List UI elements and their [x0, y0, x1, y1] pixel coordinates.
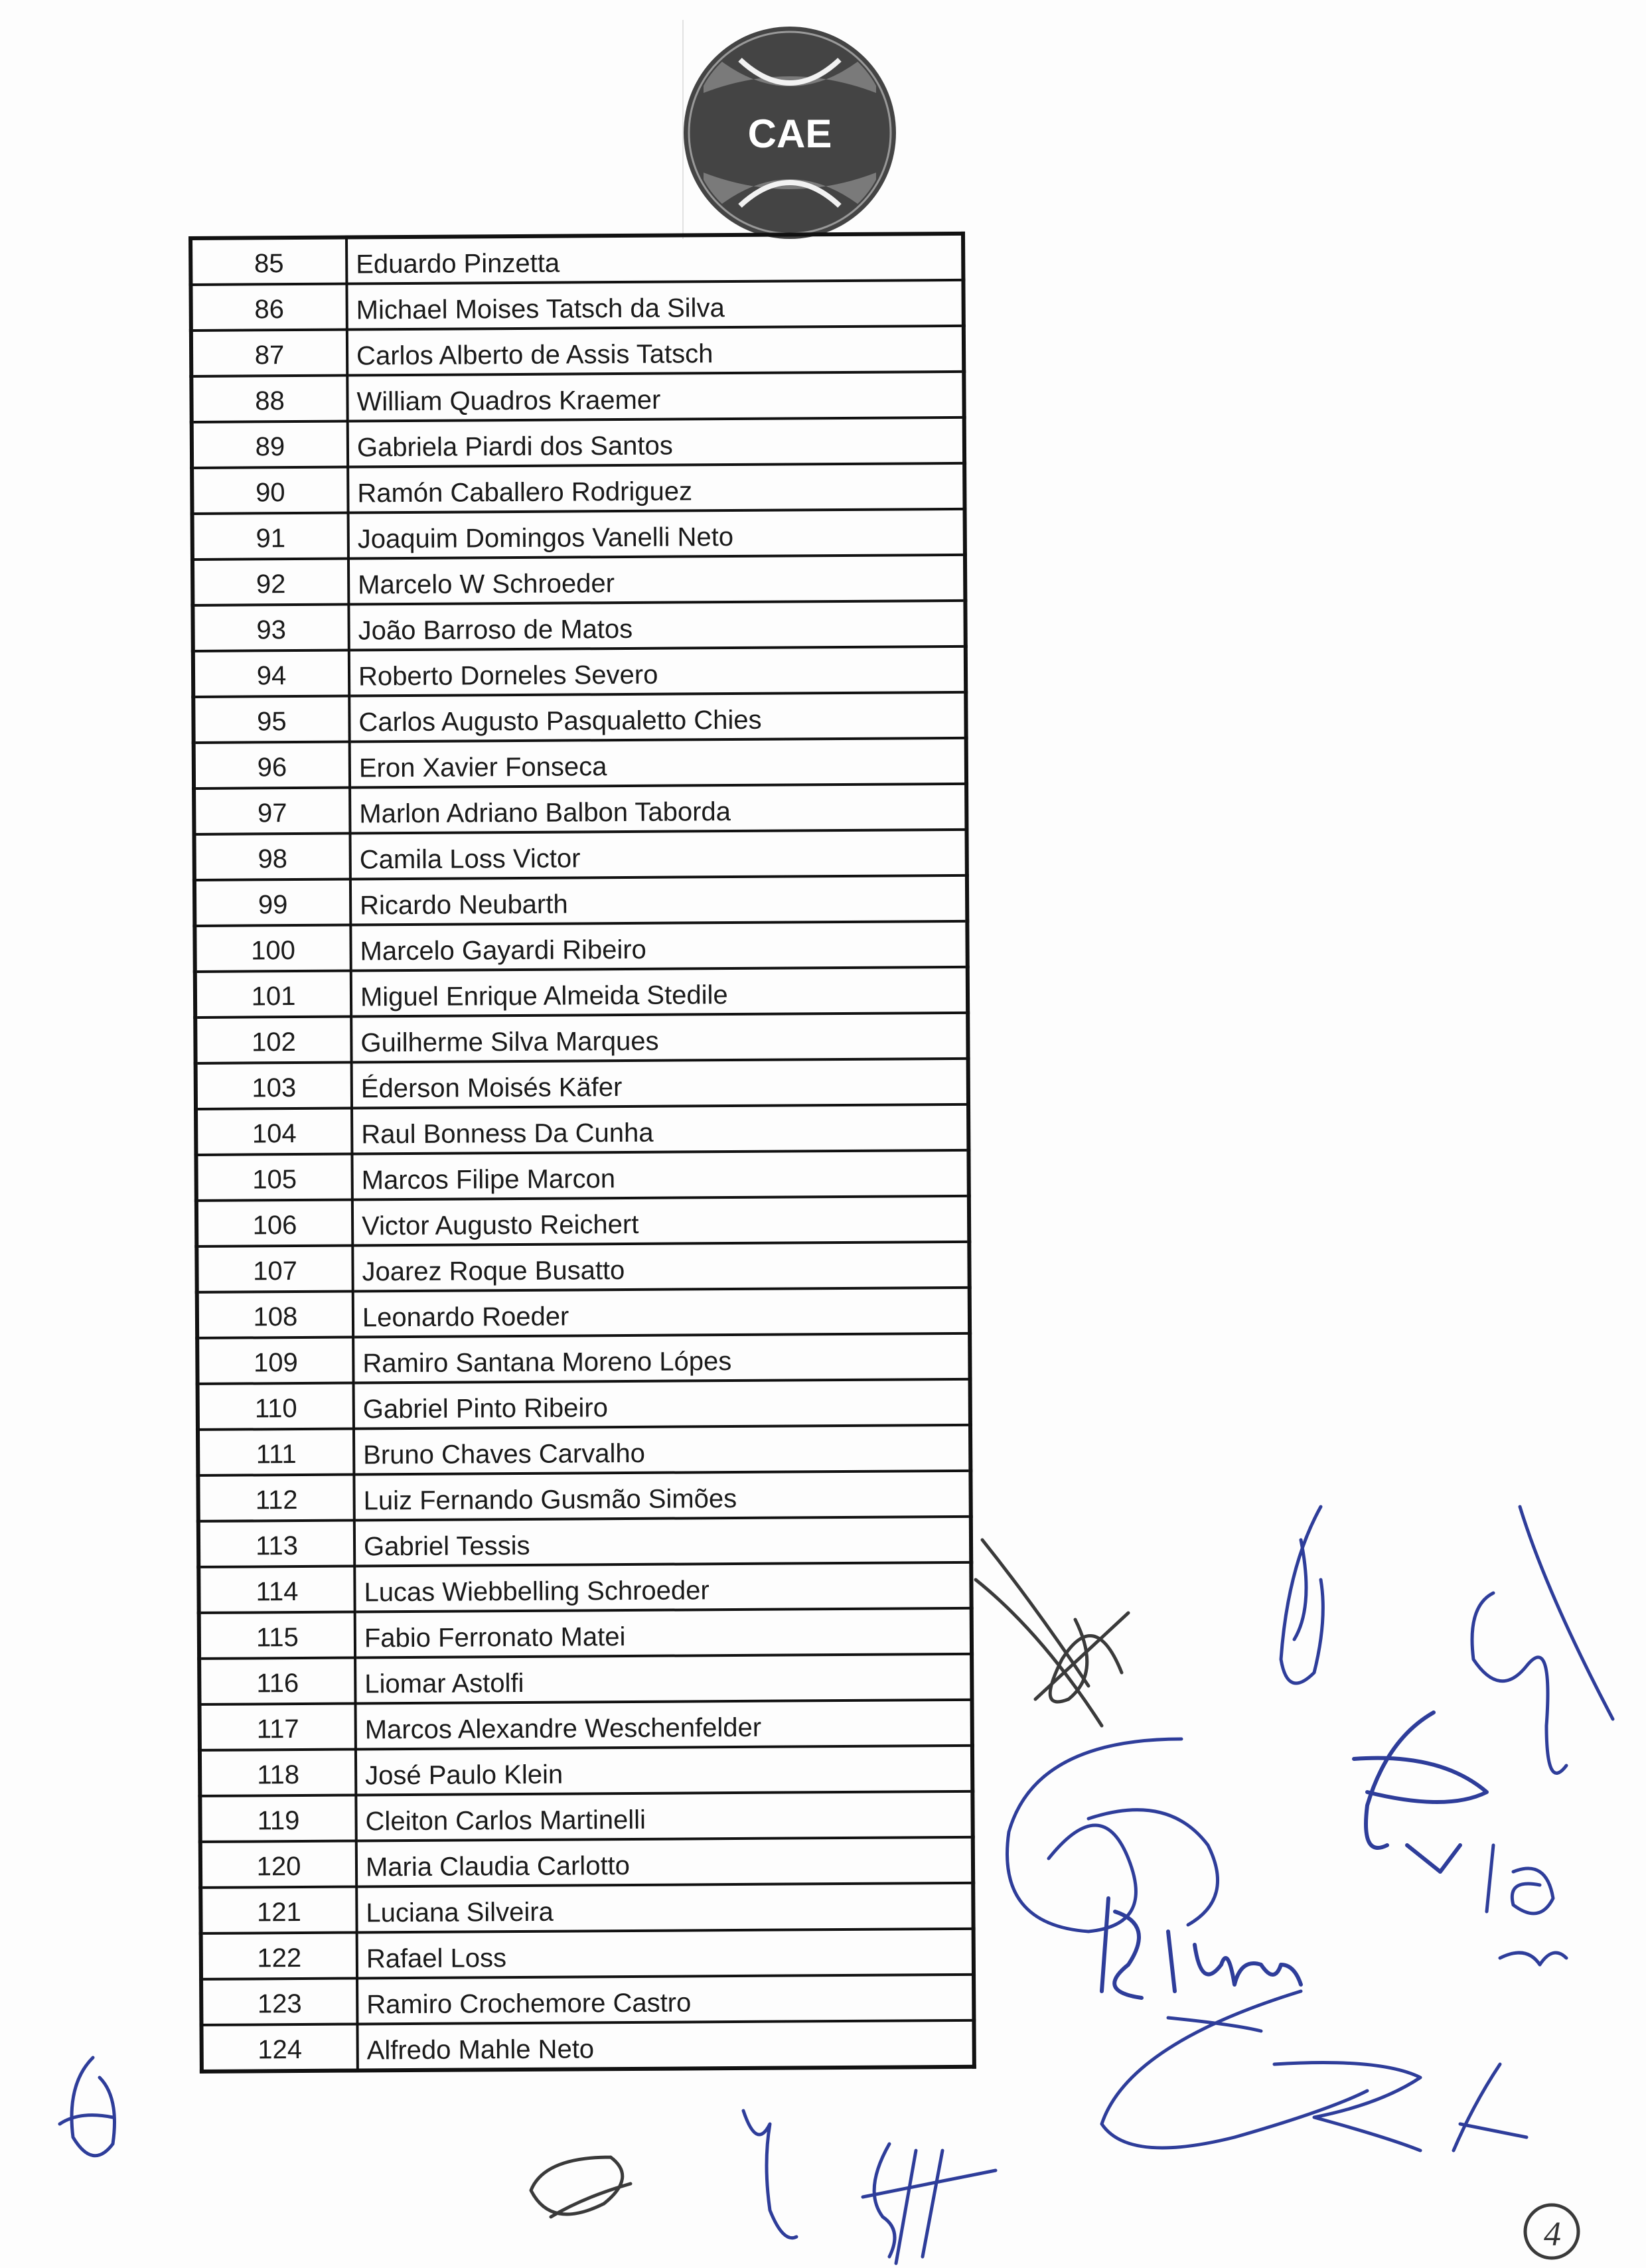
table-row — [198, 1379, 970, 1430]
row-name: William Quadros Kraemer — [347, 372, 964, 421]
row-number: 121 — [200, 1886, 356, 1933]
row-number: 117 — [200, 1704, 356, 1750]
signature-13 — [863, 2144, 996, 2263]
row-number: 111 — [198, 1429, 354, 1475]
row-name: Eron Xavier Fonseca — [350, 738, 966, 788]
table-row — [199, 1654, 972, 1704]
signature-5 — [1354, 1712, 1487, 1872]
row-name: Joarez Roque Busatto — [352, 1242, 969, 1292]
row-name: Rafael Loss — [357, 1929, 974, 1979]
row-name: Gabriel Tessis — [354, 1517, 971, 1566]
row-name: Alfredo Mahle Neto — [357, 2020, 974, 2071]
row-number: 112 — [198, 1475, 354, 1521]
row-number: 85 — [190, 238, 346, 285]
table-row — [196, 1104, 968, 1155]
row-number: 105 — [196, 1154, 352, 1201]
row-number: 89 — [192, 421, 348, 468]
row-number: 118 — [200, 1750, 356, 1796]
signature-6 — [1102, 1898, 1301, 1998]
row-number: 98 — [194, 834, 350, 880]
row-name: Cleiton Carlos Martinelli — [356, 1791, 972, 1841]
row-name: Fabio Ferronato Matei — [355, 1608, 972, 1658]
row-number: 86 — [190, 284, 346, 331]
row-number: 103 — [196, 1063, 352, 1109]
signature-3 — [1472, 1507, 1613, 1773]
row-number: 91 — [192, 513, 348, 560]
row-number: 104 — [196, 1108, 352, 1155]
row-number: 97 — [194, 788, 350, 834]
cae-logo — [677, 20, 903, 246]
row-name: Ricardo Neubarth — [350, 875, 967, 925]
table-row — [194, 921, 967, 972]
row-name: Marcos Alexandre Weschenfelder — [356, 1700, 972, 1750]
page-marker-circle — [1525, 2205, 1578, 2258]
row-number: 110 — [198, 1383, 354, 1430]
table-row — [191, 372, 964, 422]
table-row — [194, 830, 967, 880]
table-row — [192, 555, 965, 605]
signature-8 — [1102, 1991, 1527, 2151]
row-number: 96 — [194, 742, 350, 789]
row-name: Marcos Filipe Marcon — [352, 1150, 968, 1200]
table-row — [190, 234, 963, 285]
row-name: Gabriela Piardi dos Santos — [348, 417, 964, 467]
row-name: Miguel Enrique Almeida Stedile — [351, 967, 968, 1017]
table-row — [200, 1746, 972, 1796]
table-row — [194, 784, 966, 834]
row-name: Ramiro Crochemore Castro — [357, 1975, 974, 2024]
row-number: 113 — [198, 1521, 354, 1567]
table-row — [201, 1975, 974, 2025]
row-number: 120 — [200, 1841, 356, 1888]
table-row — [200, 1883, 973, 1933]
signature-11 — [531, 2157, 631, 2217]
table-row — [201, 1929, 974, 1979]
row-number: 88 — [191, 376, 347, 422]
table-row — [190, 280, 963, 331]
row-number: 109 — [197, 1337, 353, 1384]
row-name: João Barroso de Matos — [348, 601, 965, 650]
row-number: 114 — [198, 1566, 354, 1613]
table-row — [193, 692, 966, 743]
row-number: 93 — [192, 605, 348, 651]
row-name: Marlon Adriano Balbon Taborda — [350, 784, 966, 834]
row-name: Michael Moises Tatsch da Silva — [346, 280, 963, 330]
row-name: Éderson Moisés Käfer — [352, 1059, 968, 1108]
table-row — [198, 1517, 971, 1567]
row-number: 99 — [194, 879, 350, 926]
page-marker: 4 — [1544, 2216, 1561, 2253]
table-row — [197, 1333, 970, 1384]
row-number: 119 — [200, 1795, 356, 1842]
row-name: José Paulo Klein — [356, 1746, 972, 1795]
row-number: 123 — [201, 1978, 357, 2024]
signature-1 — [976, 1540, 1128, 1726]
roster-table — [188, 232, 976, 2074]
row-name: Luiz Fernando Gusmão Simões — [354, 1471, 970, 1521]
row-name: Eduardo Pinzetta — [346, 234, 963, 284]
row-name: Luciana Silveira — [356, 1883, 973, 1933]
row-name: Ramón Caballero Rodriguez — [348, 463, 964, 513]
row-name: Marcelo Gayardi Ribeiro — [350, 921, 967, 971]
table-row — [197, 1288, 970, 1338]
table-row — [198, 1471, 970, 1521]
table-row — [192, 601, 965, 651]
row-number: 92 — [192, 559, 348, 605]
row-name: Marcelo W Schroeder — [348, 555, 965, 605]
row-number: 100 — [194, 925, 350, 972]
row-number: 116 — [199, 1658, 355, 1704]
table-row — [196, 1150, 968, 1201]
table-row — [195, 1013, 968, 1063]
table-row — [194, 738, 966, 789]
row-name: Camila Loss Victor — [350, 830, 966, 879]
row-number: 107 — [196, 1246, 352, 1292]
row-name: Ramiro Santana Moreno Lópes — [353, 1333, 970, 1383]
signature-4 — [1008, 1739, 1218, 1931]
row-number: 124 — [201, 2024, 357, 2071]
table-row — [196, 1059, 968, 1109]
row-number: 94 — [193, 650, 349, 697]
signature-2 — [1281, 1507, 1323, 1683]
row-number: 115 — [199, 1612, 355, 1659]
table-row — [200, 1700, 972, 1750]
row-number: 106 — [196, 1200, 352, 1247]
row-name: Bruno Chaves Carvalho — [354, 1425, 970, 1475]
row-name: Leonardo Roeder — [353, 1288, 970, 1337]
row-number: 122 — [201, 1932, 357, 1979]
row-name: Lucas Wiebbelling Schroeder — [354, 1562, 971, 1612]
table-row — [195, 967, 968, 1018]
row-number: 95 — [193, 696, 349, 743]
row-name: Carlos Augusto Pasqualetto Chies — [349, 692, 966, 742]
table-row — [200, 1791, 972, 1842]
table-row — [192, 463, 964, 514]
table-row — [198, 1425, 970, 1475]
signature-9 — [1168, 2018, 1261, 2031]
table-row — [200, 1837, 973, 1888]
logo-text: CAE — [747, 112, 832, 156]
signature-10 — [60, 2058, 115, 2156]
row-name: Carlos Alberto de Assis Tatsch — [347, 326, 964, 376]
table-row — [196, 1196, 969, 1247]
signature-12 — [743, 2111, 796, 2238]
row-name: Joaquim Domingos Vanelli Neto — [348, 509, 965, 559]
signature-7 — [1487, 1845, 1566, 1965]
row-number: 90 — [192, 467, 348, 514]
table-row — [196, 1242, 969, 1292]
table-row — [192, 417, 964, 468]
table-row — [201, 2020, 974, 2072]
row-number: 87 — [191, 330, 347, 376]
row-name: Guilherme Silva Marques — [351, 1013, 968, 1063]
row-name: Liomar Astolfi — [355, 1654, 972, 1704]
row-number: 101 — [195, 971, 351, 1018]
table-row — [198, 1562, 971, 1613]
row-number: 102 — [195, 1017, 351, 1063]
table-row — [199, 1608, 972, 1659]
table-row — [193, 646, 966, 697]
row-number: 108 — [197, 1292, 353, 1338]
table-row — [191, 326, 964, 376]
table-row — [192, 509, 965, 560]
row-name: Maria Claudia Carlotto — [356, 1837, 973, 1887]
row-name: Gabriel Pinto Ribeiro — [354, 1379, 970, 1429]
row-name: Raul Bonness Da Cunha — [352, 1104, 968, 1154]
row-name: Victor Augusto Reichert — [352, 1196, 969, 1246]
row-name: Roberto Dorneles Severo — [349, 646, 966, 696]
table-row — [194, 875, 967, 926]
